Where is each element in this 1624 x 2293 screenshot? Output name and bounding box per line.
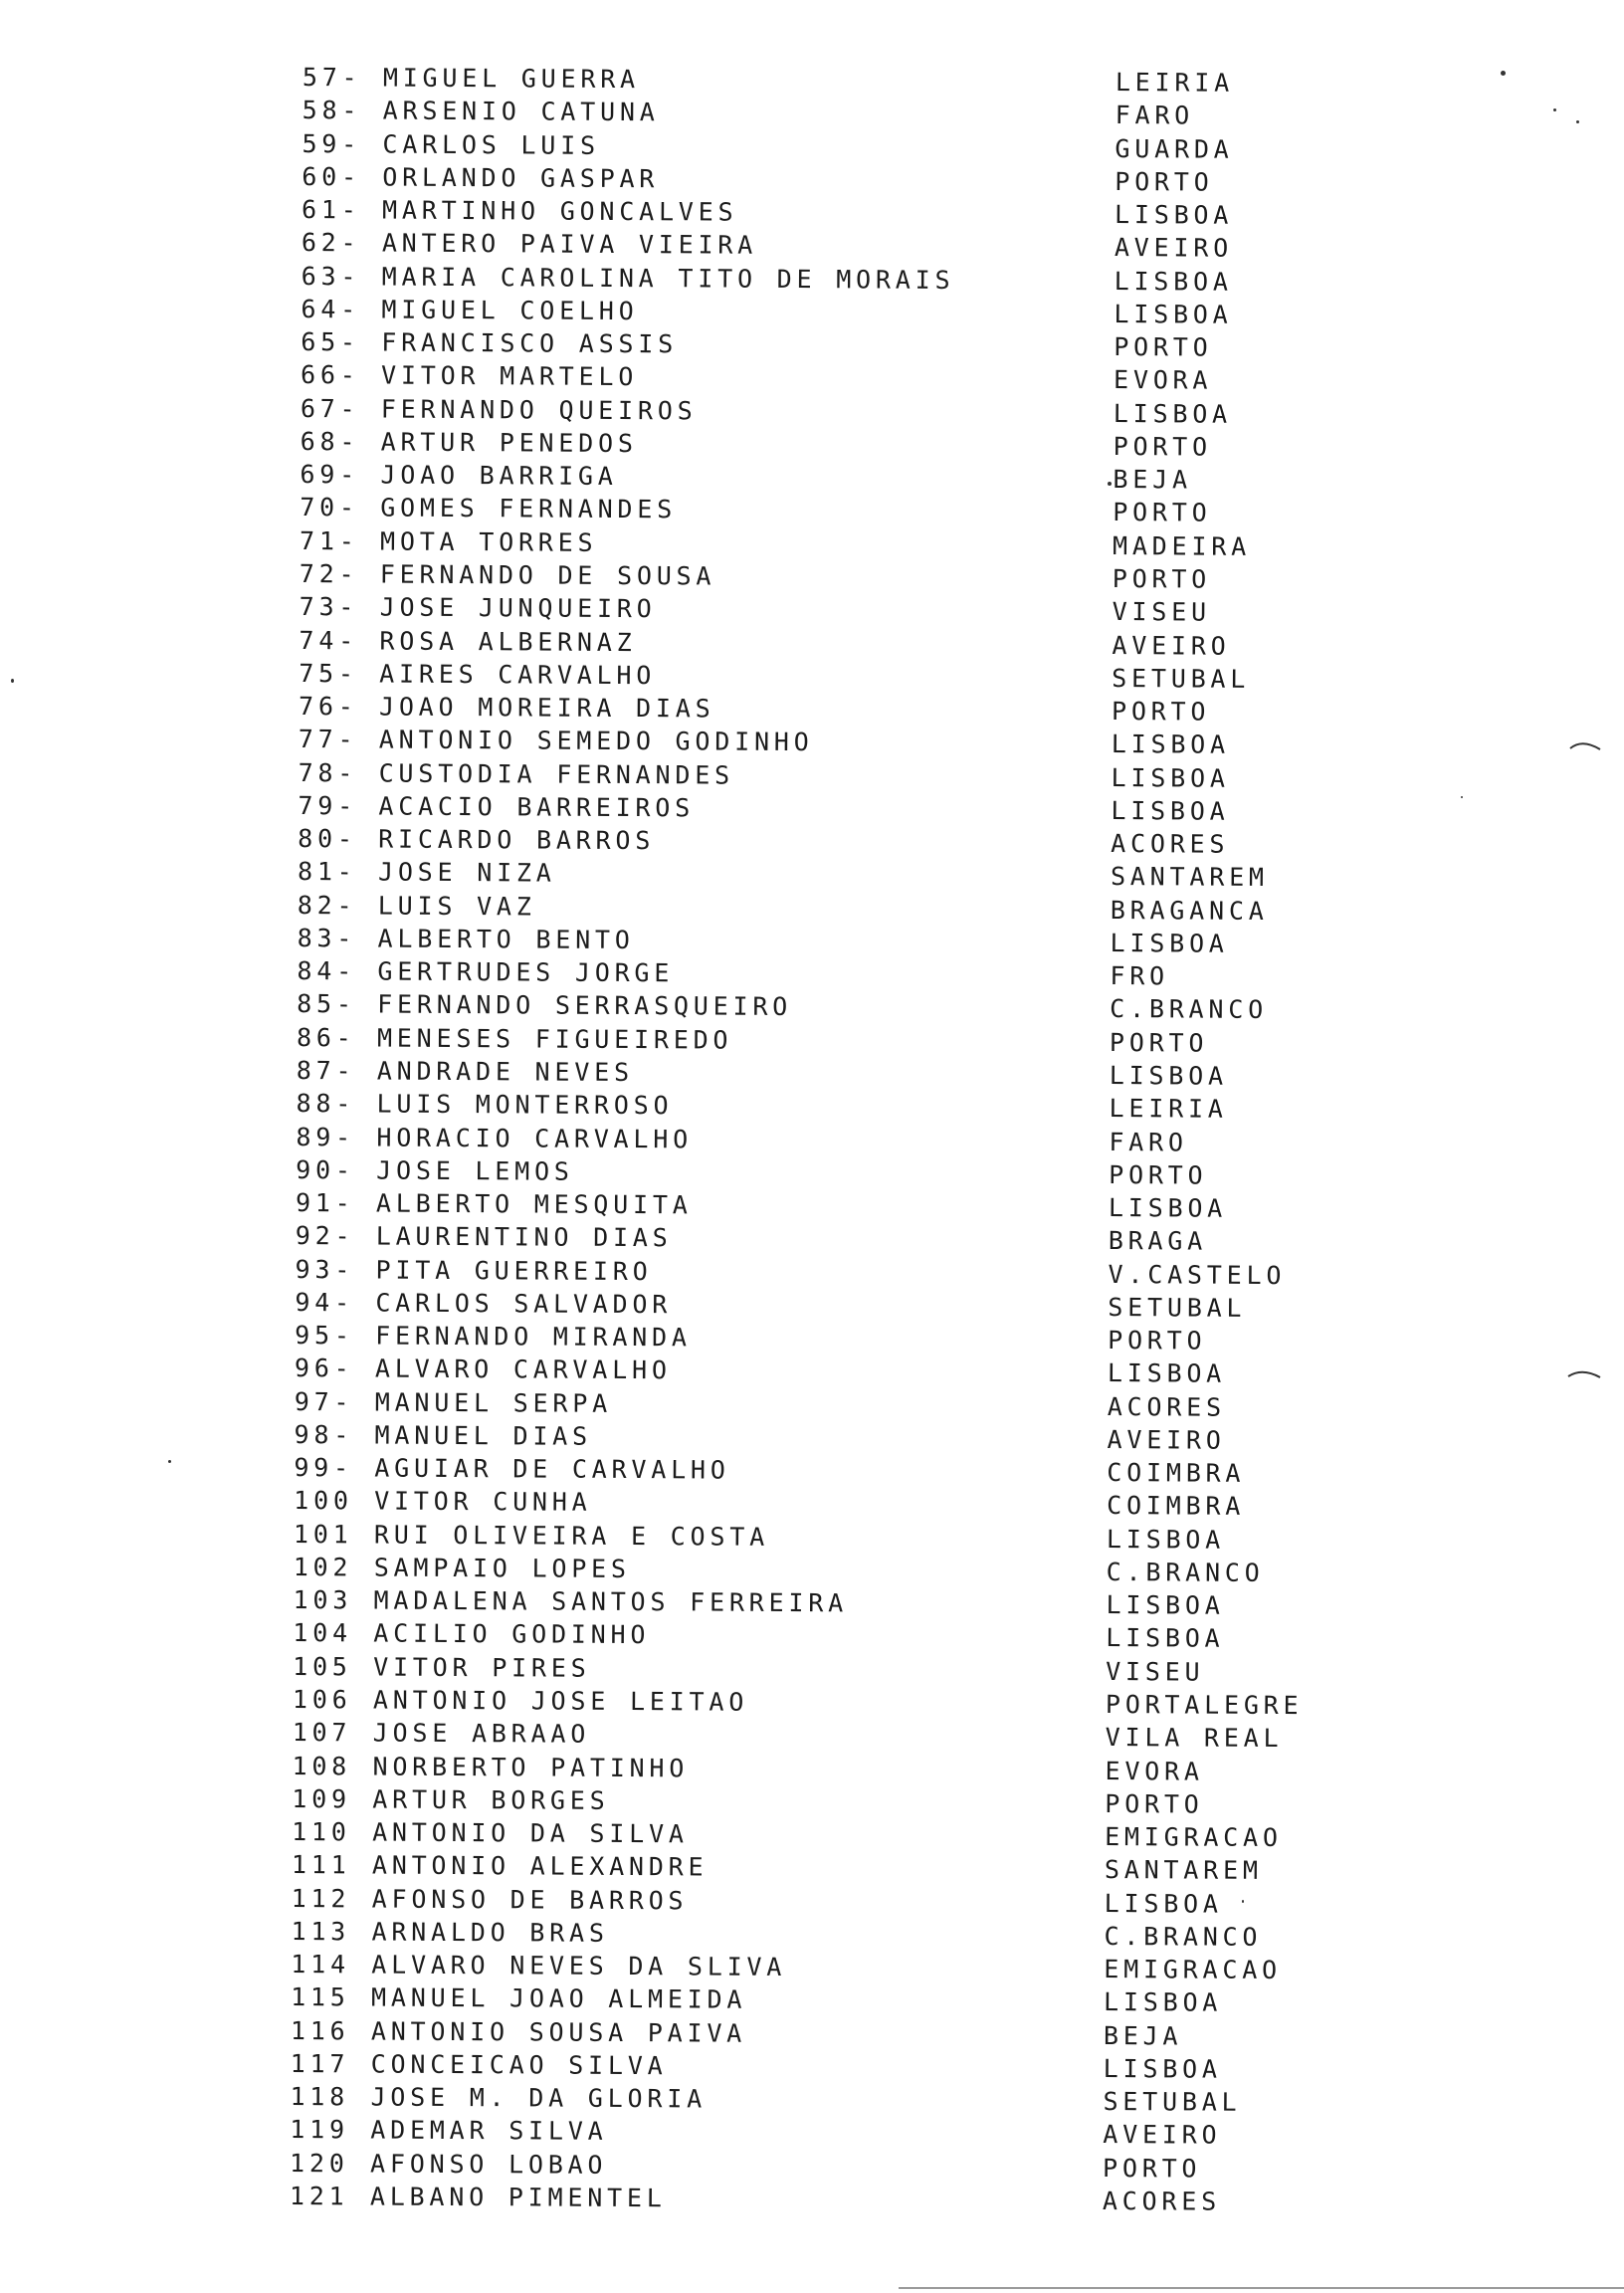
entry-name: RICARDO BARROS	[378, 824, 656, 856]
entry-name: JOAO MOREIRA DIAS	[378, 692, 715, 724]
scan-speck	[1461, 796, 1463, 798]
entry-number: 67-	[300, 393, 360, 424]
entry-number: 97-	[294, 1386, 354, 1416]
entry-name: CONCEICAO SILVA	[370, 2049, 668, 2081]
entry-number: 108	[292, 1751, 352, 1780]
entry-name: MANUEL DIAS	[374, 1420, 593, 1451]
entry-location: COIMBRA	[1107, 1491, 1246, 1522]
entry-name: FERNANDO SERRASQUEIRO	[377, 989, 793, 1022]
entry-number: 103	[293, 1585, 353, 1615]
entry-number: 85-	[297, 989, 356, 1019]
entry-number: 118	[290, 2082, 350, 2112]
entry-location: GUARDA	[1115, 133, 1234, 164]
entry-name: ALBERTO MESQUITA	[375, 1188, 693, 1220]
scan-speck	[1501, 71, 1506, 76]
entry-name: NORBERTO PATINHO	[372, 1752, 690, 1782]
entry-number: 102	[293, 1552, 353, 1582]
entry-number: 77-	[298, 725, 358, 754]
entry-number: 60-	[302, 161, 361, 192]
entry-location: PORTO	[1112, 563, 1212, 594]
entry-name: VITOR CUNHA	[374, 1486, 592, 1518]
entry-location: EVORA	[1105, 1756, 1204, 1786]
entry-location: BEJA	[1113, 465, 1192, 495]
entry-number: 74-	[299, 625, 359, 655]
entry-location: FARO	[1109, 1127, 1188, 1156]
entry-location: VISEU	[1106, 1656, 1205, 1687]
entry-name: ORLANDO GASPAR	[382, 162, 660, 193]
entry-location: EVORA	[1113, 365, 1213, 395]
entry-name: ALBERTO BENTO	[377, 924, 635, 954]
entry-location: SANTAREM	[1110, 862, 1269, 893]
entry-name: MADALENA SANTOS FERREIRA	[373, 1585, 849, 1618]
entry-name: FERNANDO DE SOUSA	[379, 559, 716, 591]
entry-location: PORTO	[1113, 431, 1213, 462]
entry-number: 80-	[298, 824, 357, 854]
entry-name: ARTUR BORGES	[372, 1784, 610, 1815]
entry-name: PITA GUERREIRO	[375, 1255, 653, 1286]
entry-number: 104	[293, 1618, 352, 1648]
entry-location: PORTO	[1113, 498, 1212, 528]
list-row	[290, 2180, 1301, 2218]
entry-number: 63-	[301, 261, 361, 291]
entry-name: JOSE NIZA	[377, 857, 556, 888]
entry-name: FERNANDO MIRANDA	[375, 1321, 692, 1353]
entry-number: 68-	[300, 426, 360, 457]
entry-name: MANUEL SERPA	[374, 1387, 613, 1418]
entry-number: 120	[290, 2148, 349, 2179]
entry-location: PORTO	[1111, 697, 1211, 727]
entry-name: ARNALDO BRAS	[371, 1917, 609, 1948]
entry-location: LEIRIA	[1109, 1094, 1228, 1124]
entry-location: COIMBRA	[1107, 1458, 1246, 1488]
entry-number: 84-	[297, 956, 357, 986]
entry-number: 79-	[298, 790, 358, 821]
entry-location: AVEIRO	[1114, 233, 1234, 264]
entry-location: VISEU	[1112, 597, 1211, 627]
entry-number: 71-	[299, 525, 359, 556]
entry-name: AFONSO DE BARROS	[371, 1884, 689, 1916]
entry-location: ACORES	[1107, 1391, 1226, 1422]
entry-name: MARTINHO GONCALVES	[381, 195, 738, 227]
entry-number: 73-	[299, 592, 359, 622]
entry-name: ANTERO PAIVA VIEIRA	[381, 228, 758, 261]
entry-name: ANTONIO DA SILVA	[372, 1817, 689, 1849]
name-list	[290, 61, 1314, 2218]
scan-mark	[1566, 1365, 1602, 1381]
entry-name: ROSA ALBERNAZ	[379, 625, 637, 657]
entry-location: LISBOA	[1111, 730, 1231, 760]
entry-location: MADEIRA	[1112, 530, 1252, 561]
entry-name: CARLOS LUIS	[382, 129, 600, 160]
entry-location: VILA REAL	[1105, 1723, 1284, 1754]
entry-name: LUIS VAZ	[377, 891, 536, 922]
entry-location: LISBOA	[1106, 1623, 1225, 1654]
entry-number: 112	[291, 1883, 351, 1913]
entry-location: AVEIRO	[1103, 2120, 1222, 2151]
entry-location: LISBOA	[1111, 762, 1230, 793]
entry-number: 66-	[300, 360, 360, 390]
entry-location: EMIGRACAO	[1105, 1822, 1283, 1853]
entry-number: 101	[293, 1519, 353, 1550]
entry-name: JOSE JUNQUEIRO	[379, 592, 657, 624]
scan-edge-line	[899, 2287, 1624, 2289]
entry-number: 75-	[299, 658, 358, 689]
entry-number: 86-	[296, 1022, 356, 1053]
entry-name: MENESES FIGUEIREDO	[376, 1023, 733, 1055]
entry-location: PORTO	[1109, 1027, 1209, 1058]
entry-number: 82-	[297, 890, 357, 920]
entry-number: 72-	[299, 558, 359, 589]
scan-speck	[1576, 120, 1579, 123]
entry-name: AFONSO LOBAO	[370, 2149, 608, 2180]
entry-name: ALVARO CARVALHO	[374, 1354, 672, 1385]
scan-mark	[1568, 736, 1602, 752]
entry-location: ACORES	[1111, 829, 1230, 859]
entry-location: SETUBAL	[1108, 1292, 1247, 1323]
entry-number: 121	[289, 2181, 349, 2211]
entry-name: FERNANDO QUEIROS	[380, 394, 698, 426]
entry-location: SETUBAL	[1112, 663, 1251, 694]
entry-name: ADEMAR SILVA	[370, 2115, 608, 2147]
entry-location: PORTO	[1114, 332, 1213, 362]
entry-name: GOMES FERNANDES	[380, 493, 678, 524]
entry-location: LISBOA	[1104, 1888, 1223, 1919]
entry-number: 100	[294, 1486, 353, 1516]
entry-name: MIGUEL COELHO	[381, 295, 639, 325]
entry-number: 61-	[301, 195, 361, 225]
entry-name: JOSE ABRAAO	[372, 1718, 591, 1750]
entry-location: PORTALEGRE	[1105, 1689, 1304, 1721]
entry-name: ANTONIO SOUSA PAIVA	[370, 2016, 747, 2048]
entry-number: 57-	[302, 62, 362, 93]
entry-name: ARTUR PENEDOS	[380, 427, 638, 458]
entry-number: 88-	[296, 1089, 356, 1119]
entry-name: CARLOS SALVADOR	[375, 1288, 673, 1320]
entry-number: 98-	[294, 1419, 354, 1450]
entry-number: 114	[291, 1950, 350, 1980]
entry-name: ACILIO GODINHO	[373, 1618, 651, 1650]
entry-number: 70-	[300, 493, 359, 522]
entry-name: VITOR MARTELO	[380, 360, 639, 392]
entry-name: SAMPAIO LOPES	[373, 1553, 631, 1583]
entry-location: LISBOA	[1106, 1524, 1226, 1555]
entry-name: MARIA CAROLINA TITO DE MORAIS	[381, 262, 955, 295]
entry-name: GERTRUDES JORGE	[377, 956, 675, 988]
entry-number: 115	[291, 1982, 350, 2012]
scan-speck	[1553, 108, 1556, 111]
entry-name: MOTA TORRES	[379, 526, 598, 557]
entry-name: ANTONIO ALEXANDRE	[371, 1850, 709, 1882]
entry-location: LISBOA	[1110, 928, 1229, 958]
entry-location: LISBOA	[1114, 299, 1233, 329]
entry-number: 96-	[294, 1354, 354, 1383]
entry-location: LISBOA	[1113, 398, 1233, 429]
entry-number: 111	[291, 1850, 351, 1880]
entry-location: LISBOA	[1103, 2053, 1222, 2084]
entry-location: ACORES	[1102, 2186, 1222, 2216]
entry-number: 110	[292, 1817, 351, 1847]
entry-number: 59-	[302, 128, 362, 158]
entry-number: 64-	[301, 294, 361, 324]
entry-location: PORTO	[1115, 166, 1214, 197]
entry-location: C.BRANCO	[1110, 994, 1269, 1025]
entry-location: LISBOA	[1107, 1358, 1227, 1389]
entry-location: LEIRIA	[1115, 67, 1235, 98]
entry-number: 90-	[296, 1154, 355, 1185]
entry-number: 58-	[302, 96, 362, 125]
entry-number: 107	[292, 1718, 352, 1748]
entry-name: AIRES CARVALHO	[379, 659, 657, 690]
entry-name: ANDRADE NEVES	[376, 1056, 634, 1088]
entry-number: 69-	[300, 460, 360, 490]
entry-number: 99-	[294, 1453, 354, 1483]
entry-number: 95-	[295, 1321, 354, 1351]
entry-location: V.CASTELO	[1108, 1259, 1287, 1290]
entry-location: FRO	[1110, 961, 1170, 991]
entry-name: JOSE LEMOS	[376, 1155, 574, 1186]
entry-location: SANTAREM	[1104, 1855, 1263, 1886]
entry-number: 62-	[301, 228, 361, 258]
entry-number: 105	[293, 1651, 352, 1682]
entry-number: 87-	[296, 1055, 356, 1086]
entry-name: HORACIO CARVALHO	[376, 1122, 694, 1153]
scan-speck	[168, 1460, 171, 1463]
scan-speck	[11, 679, 14, 683]
entry-number: 113	[291, 1916, 351, 1947]
entry-number: 81-	[297, 857, 357, 887]
entry-name: ACACIO BARREIROS	[378, 791, 696, 823]
entry-location: AVEIRO	[1112, 630, 1231, 661]
entry-location: PORTO	[1109, 1159, 1208, 1190]
entry-number: 93-	[295, 1254, 355, 1284]
entry-location: PORTO	[1108, 1326, 1207, 1355]
entry-number: 94-	[295, 1287, 355, 1318]
entry-name: ANTONIO JOSE LEITAO	[372, 1685, 749, 1717]
entry-location: LISBOA	[1109, 1060, 1228, 1091]
entry-location: LISBOA	[1114, 200, 1234, 230]
entry-location: BRAGANCA	[1110, 895, 1269, 926]
entry-location: PORTO	[1105, 1788, 1204, 1819]
entry-location: FARO	[1115, 101, 1195, 130]
entry-location: PORTO	[1102, 2153, 1202, 2184]
entry-name: JOSE M. DA GLORIA	[370, 2082, 708, 2114]
entry-location: C.BRANCO	[1104, 1921, 1263, 1952]
entry-name: CUSTODIA FERNANDES	[378, 758, 735, 790]
entry-name: FRANCISCO ASSIS	[381, 327, 679, 359]
entry-name: VITOR PIRES	[373, 1652, 591, 1683]
entry-name: RUI OLIVEIRA E COSTA	[373, 1520, 770, 1552]
entry-location: EMIGRACAO	[1104, 1955, 1283, 1985]
entry-number: 92-	[295, 1221, 355, 1251]
entry-location: C.BRANCO	[1106, 1557, 1265, 1587]
entry-number: 89-	[296, 1122, 356, 1151]
entry-number: 109	[292, 1783, 351, 1814]
entry-name: LAURENTINO DIAS	[375, 1221, 673, 1253]
entry-name: LUIS MONTERROSO	[376, 1089, 674, 1121]
entry-number: 106	[292, 1684, 352, 1715]
entry-name: ANTONIO SEMEDO GODINHO	[378, 725, 814, 757]
entry-name: MIGUEL GUERRA	[382, 63, 641, 95]
entry-location: LISBOA	[1114, 266, 1233, 297]
entry-location: LISBOA	[1111, 795, 1230, 826]
entry-number: 117	[290, 2048, 350, 2079]
entry-number: 116	[290, 2015, 350, 2045]
entry-name: MANUEL JOAO ALMEIDA	[371, 1982, 747, 2015]
entry-name: AGUIAR DE CARVALHO	[374, 1453, 730, 1485]
entry-name: ALBANO PIMENTEL	[369, 2182, 667, 2213]
entry-location: SETUBAL	[1103, 2087, 1242, 2118]
entry-location: BRAGA	[1108, 1226, 1208, 1256]
entry-number: 76-	[298, 692, 358, 722]
entry-number: 65-	[301, 327, 360, 357]
entry-number: 83-	[297, 923, 357, 953]
entry-location: AVEIRO	[1107, 1424, 1226, 1455]
entry-location: LISBOA	[1108, 1193, 1228, 1223]
entry-location: LISBOA	[1104, 1987, 1223, 2018]
entry-location: LISBOA	[1106, 1590, 1225, 1620]
entry-number: 91-	[295, 1188, 355, 1218]
entry-location: BEJA	[1103, 2020, 1183, 2051]
entry-number: 119	[290, 2115, 349, 2145]
entry-name: ARSENIO CATUNA	[382, 96, 660, 127]
entry-name: ALVARO NEVES DA SLIVA	[371, 1950, 787, 1982]
entry-name: JOAO BARRIGA	[380, 460, 618, 492]
entry-number: 78-	[298, 757, 358, 787]
